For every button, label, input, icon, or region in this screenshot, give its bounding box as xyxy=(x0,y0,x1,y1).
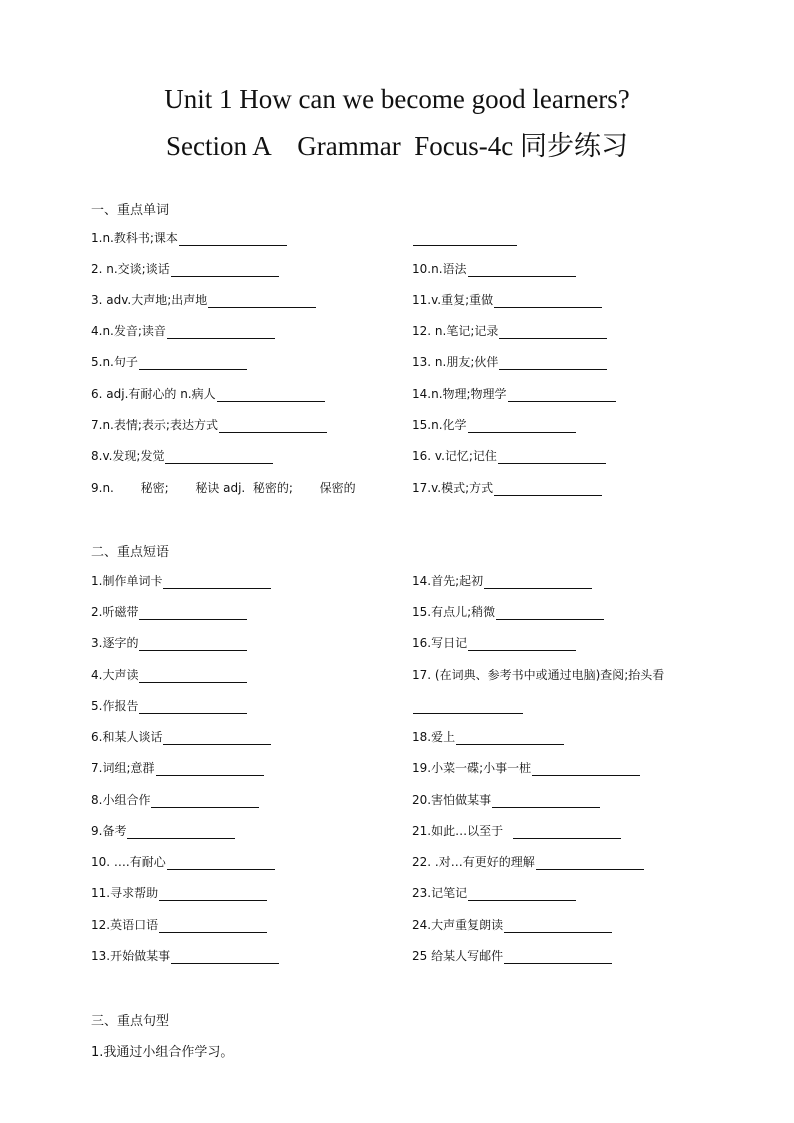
answer-blank[interactable] xyxy=(413,233,517,246)
phrase-item: 12.英语口语 xyxy=(91,915,267,933)
section2-heading: 二、重点短语 xyxy=(91,545,170,560)
word-item: 10.n.语法 xyxy=(412,259,576,277)
phrase-item: 1.制作单词卡 xyxy=(91,571,271,589)
phrase-item: 24.大声重复朗读 xyxy=(412,915,612,933)
word-item: 2. n.交谈;谈话 xyxy=(91,259,279,277)
word-item: 5.n.句子 xyxy=(91,352,247,370)
answer-blank[interactable] xyxy=(165,451,273,464)
phrase-item: 22. .对…有更好的理解 xyxy=(412,852,644,870)
answer-blank[interactable] xyxy=(219,420,327,433)
word-item: 14.n.物理;物理学 xyxy=(412,384,616,402)
phrase-item: 21.如此…以至于 xyxy=(412,821,621,839)
answer-blank[interactable] xyxy=(171,264,279,277)
document-title-line1: Unit 1 How can we become good learners? xyxy=(164,84,630,114)
phrase-item: 11.寻求帮助 xyxy=(91,883,267,901)
answer-blank[interactable] xyxy=(171,951,279,964)
phrase-item: 25 给某人写邮件 xyxy=(412,946,612,964)
answer-blank[interactable] xyxy=(139,607,247,620)
answer-blank[interactable] xyxy=(163,732,271,745)
answer-blank[interactable] xyxy=(159,888,267,901)
word-item: 16. v.记忆;记住 xyxy=(412,446,606,464)
answer-blank[interactable] xyxy=(494,295,602,308)
answer-blank[interactable] xyxy=(156,763,264,776)
section1-heading: 一、重点单词 xyxy=(91,203,170,218)
phrase-item: 4.大声读 xyxy=(91,665,247,683)
word-item: 6. adj.有耐心的 n.病人 xyxy=(91,384,325,402)
phrase-item: 2.听磁带 xyxy=(91,602,247,620)
answer-blank[interactable] xyxy=(468,420,576,433)
phrase-item: 19.小菜一碟;小事一桩 xyxy=(412,758,640,776)
answer-blank[interactable] xyxy=(167,857,275,870)
phrase-item: 23.记笔记 xyxy=(412,883,576,901)
phrase-item: 7.词组;意群 xyxy=(91,758,264,776)
answer-blank[interactable] xyxy=(217,389,325,402)
answer-blank[interactable] xyxy=(536,857,644,870)
answer-blank[interactable] xyxy=(413,701,523,714)
word-item: 8.v.发现;发觉 xyxy=(91,446,273,464)
phrase-item xyxy=(412,696,523,714)
answer-blank[interactable] xyxy=(159,920,267,933)
word-item: 4.n.发音;读音 xyxy=(91,321,275,339)
answer-blank[interactable] xyxy=(508,389,616,402)
word-item: 17.v.模式;方式 xyxy=(412,478,602,496)
answer-blank[interactable] xyxy=(498,451,606,464)
answer-blank[interactable] xyxy=(504,951,612,964)
phrase-item: 17. (在词典、参考书中或通过电脑)查阅;抬头看 xyxy=(412,668,665,682)
answer-blank[interactable] xyxy=(139,638,247,651)
phrase-item: 3.逐字的 xyxy=(91,633,247,651)
word-item: 7.n.表情;表示;表达方式 xyxy=(91,415,327,433)
answer-blank[interactable] xyxy=(456,732,564,745)
word-item: 13. n.朋友;伙伴 xyxy=(412,352,607,370)
answer-blank[interactable] xyxy=(484,576,592,589)
phrase-item: 6.和某人谈话 xyxy=(91,727,271,745)
word-item: 9.n. 秘密; 秘诀 adj. 秘密的; 保密的 xyxy=(91,481,356,495)
sentence-item: 1.我通过小组合作学习。 xyxy=(91,1045,234,1060)
phrase-item: 13.开始做某事 xyxy=(91,946,279,964)
answer-blank[interactable] xyxy=(139,701,247,714)
answer-blank[interactable] xyxy=(468,264,576,277)
answer-blank[interactable] xyxy=(468,638,576,651)
phrase-item: 10. ….有耐心 xyxy=(91,852,275,870)
answer-blank[interactable] xyxy=(139,357,247,370)
word-item: 12. n.笔记;记录 xyxy=(412,321,607,339)
answer-blank[interactable] xyxy=(468,888,576,901)
answer-blank[interactable] xyxy=(179,233,287,246)
answer-blank[interactable] xyxy=(499,326,607,339)
section3-heading: 三、重点句型 xyxy=(91,1014,170,1029)
phrase-item: 14.首先;起初 xyxy=(412,571,592,589)
answer-blank[interactable] xyxy=(492,795,600,808)
word-item: 11.v.重复;重做 xyxy=(412,290,602,308)
phrase-item: 8.小组合作 xyxy=(91,790,259,808)
answer-blank[interactable] xyxy=(167,326,275,339)
phrase-item: 16.写日记 xyxy=(412,633,576,651)
answer-blank[interactable] xyxy=(208,295,316,308)
answer-blank[interactable] xyxy=(499,357,607,370)
phrase-item: 15.有点儿;稍微 xyxy=(412,602,604,620)
answer-blank[interactable] xyxy=(532,763,640,776)
answer-blank[interactable] xyxy=(127,826,235,839)
answer-blank[interactable] xyxy=(163,576,271,589)
word-item: 15.n.化学 xyxy=(412,415,576,433)
phrase-item: 18.爱上 xyxy=(412,727,564,745)
phrase-item: 9.备考 xyxy=(91,821,235,839)
answer-blank[interactable] xyxy=(139,670,247,683)
document-title-line2: Section A Grammar Focus-4c 同步练习 xyxy=(166,131,628,161)
answer-blank[interactable] xyxy=(513,826,621,839)
answer-blank[interactable] xyxy=(494,483,602,496)
answer-blank[interactable] xyxy=(151,795,259,808)
word-item xyxy=(412,228,517,246)
phrase-item: 20.害怕做某事 xyxy=(412,790,600,808)
answer-blank[interactable] xyxy=(496,607,604,620)
answer-blank[interactable] xyxy=(504,920,612,933)
word-item: 3. adv.大声地;出声地 xyxy=(91,290,316,308)
phrase-item: 5.作报告 xyxy=(91,696,247,714)
word-item: 1.n.教科书;课本 xyxy=(91,228,287,246)
